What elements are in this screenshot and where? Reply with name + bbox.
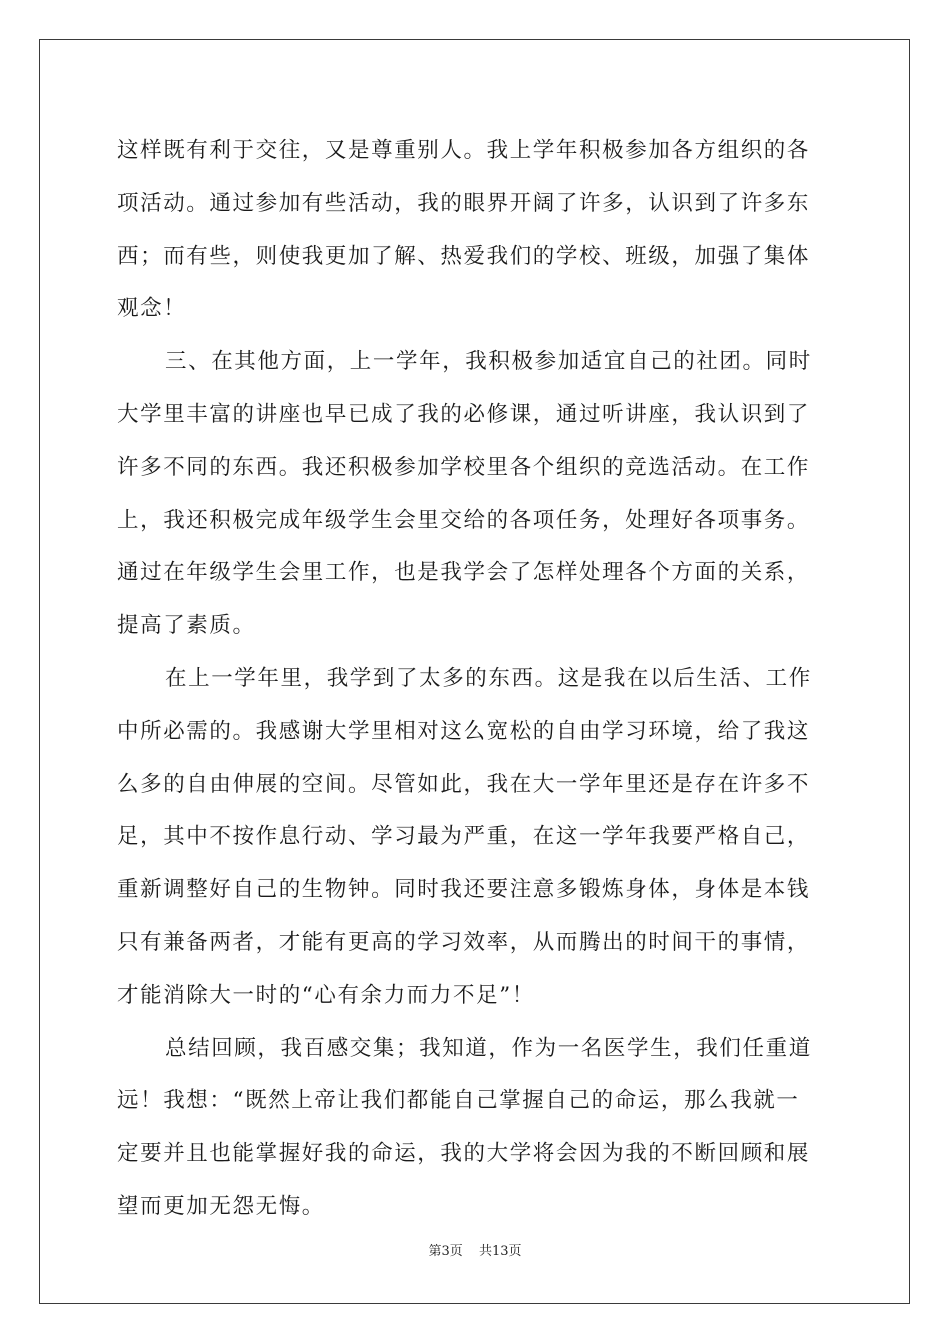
page-number: 第3页 <box>428 1244 463 1259</box>
text-line: 定要并且也能掌握好我的命运，我的大学将会因为我的不断回顾和展 <box>117 1141 811 1167</box>
text-line: 上，我还积极完成年级学生会里交给的各项任务，处理好各项事务。 <box>117 507 811 533</box>
text-line: 西；而有些，则使我更加了解、热爱我们的学校、班级，加强了集体 <box>117 243 811 269</box>
text-line: 项活动。通过参加有些活动，我的眼界开阔了许多，认识到了许多东 <box>117 190 811 216</box>
text-line: 只有兼备两者，才能有更高的学习效率，从而腾出的时间干的事情， <box>117 929 811 955</box>
text-line: 这样既有利于交往，又是尊重别人。我上学年积极参加各方组织的各 <box>117 138 811 163</box>
text-line: 么多的自由伸展的空间。尽管如此，我在大一学年里还是存在许多不 <box>117 771 811 797</box>
text-line: 总结回顾，我百感交集；我知道，作为一名医学生，我们任重道 <box>165 1035 812 1061</box>
text-line: 中所必需的。我感谢大学里相对这么宽松的自由学习环境，给了我这 <box>117 718 811 744</box>
text-line: 望而更加无怨无悔。 <box>117 1193 325 1219</box>
text-line: 大学里丰富的讲座也早已成了我的必修课，通过听讲座，我认识到了 <box>117 401 811 427</box>
text-line: 提高了素质。 <box>117 613 256 639</box>
text-line: 足，其中不按作息行动、学习最为严重，在这一学年我要严格自己， <box>117 824 811 850</box>
text-line: 通过在年级学生会里工作，也是我学会了怎样处理各个方面的关系， <box>117 560 811 586</box>
text-line: 才能消除大一时的“心有余力而力不足”！ <box>117 982 535 1008</box>
text-line: 许多不同的东西。我还积极参加学校里各个组织的竞选活动。在工作 <box>117 454 811 480</box>
page-footer <box>0 1240 950 1259</box>
text-line: 在上一学年里，我学到了太多的东西。这是我在以后生活、工作 <box>165 665 812 691</box>
text-line: 观念！ <box>117 296 187 322</box>
text-line: 重新调整好自己的生物钟。同时我还要注意多锻炼身体，身体是本钱 <box>117 877 811 903</box>
document-body <box>117 125 837 1234</box>
page-total: 共13页 <box>478 1244 522 1259</box>
text-line: 三、在其他方面，上一学年，我积极参加适宜自己的社团。同时 <box>165 349 812 375</box>
text-line: 远！我想：“既然上帝让我们都能自己掌握自己的命运，那么我就一 <box>117 1088 800 1114</box>
